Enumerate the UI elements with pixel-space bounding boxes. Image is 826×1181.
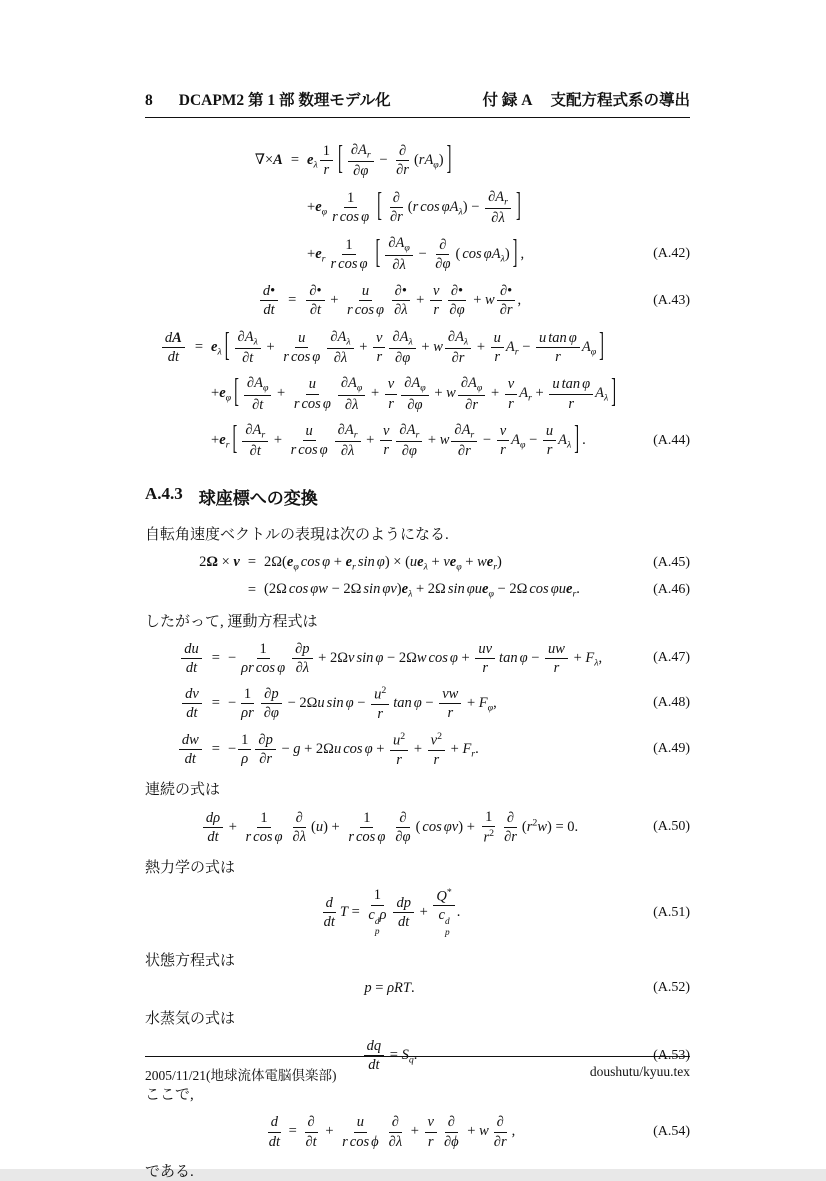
appendix-label: 付 録 A xyxy=(482,92,533,109)
equation-A42 xyxy=(145,142,690,273)
paragraph-intro-rotation: 自転角速度ベクトルの表現は次のようになる. xyxy=(145,526,449,543)
paragraph-state-equation: 状態方程式は xyxy=(145,952,236,969)
equation-rhs xyxy=(228,641,602,676)
math-expression: $\frac{dw}{dt}$ xyxy=(177,741,204,757)
equation-rhs xyxy=(211,329,607,367)
equation-rhs xyxy=(228,685,497,722)
equation-number: (A.50) xyxy=(653,819,690,835)
equation-rhs xyxy=(211,375,619,413)
math-expression: − $\frac{1}{\rho}$ $\frac{\partial p}{\partial r}$ − g + 2Ωu cos φ + $\frac{u^2}{r}$ + $\frac{v^2}{r}$ + $F_r$. xyxy=(227,730,479,768)
page-footer xyxy=(145,1056,690,1084)
math-expression: $\frac{d}{dt}$ T = 1 c d p ρ $\frac{dp}{dt}$ + Q* c d p . xyxy=(323,886,461,939)
math-expression: p = ρRT. xyxy=(364,979,415,996)
page-header xyxy=(145,88,690,118)
equation-rhs xyxy=(201,809,578,846)
equation-number: (A.43) xyxy=(653,292,690,308)
math-expression: $2\Omega(e_\varphi$ $\cos \varphi + e_r$ $\sin \varphi) \times (ue_\lambda + ve_\varphi + we_r)$ xyxy=(264,553,502,573)
equation-grid xyxy=(145,809,690,846)
equation-rhs xyxy=(211,422,586,460)
equation-lhs xyxy=(255,152,283,169)
equation-number: (A.51) xyxy=(653,904,690,920)
page-number: 8 xyxy=(145,92,153,109)
relation-symbol: = xyxy=(288,292,297,309)
relation-symbol: = xyxy=(211,649,220,666)
equation-A54 xyxy=(145,1114,690,1149)
equation-lhs xyxy=(180,686,204,721)
paragraph-continuity: 連続の式は xyxy=(145,781,221,798)
math-expression: 2Ω × v xyxy=(199,554,240,571)
equation-rhs xyxy=(319,887,461,939)
equation-grid xyxy=(145,980,690,997)
equation-rhs xyxy=(307,189,524,227)
running-title-left: DCAPM2 第 1 部 数理モデル化 xyxy=(178,92,391,109)
equation-A44 xyxy=(145,329,690,460)
math-expression: $\frac{dq}{dt}$ = $S_q$. xyxy=(362,1047,418,1063)
paragraph-thermodynamics: 熱力学の式は xyxy=(145,859,236,876)
math-expression: $\frac{du}{dt}$ xyxy=(179,650,204,666)
equation-number: (A.42) xyxy=(653,246,690,262)
equation-number: (A.49) xyxy=(653,741,690,757)
footer-date: 2005/11/21(地球流体電脳倶楽部) xyxy=(145,1068,337,1083)
section-number: A.4.3 xyxy=(145,483,183,503)
section-title: 球座標への変換 xyxy=(198,488,318,508)
equation-rhs xyxy=(304,283,521,318)
math-expression: $+e_r$ $\frac{1}{\text{r cos φ}}$ [ $\frac{\partial A_\varphi}{\partial\lambda}$ − $\frac{\partial}{\partial\varphi}$ ( $\cos \varphi A_\lambda$) ] , xyxy=(307,234,525,273)
relation-symbol: = xyxy=(290,152,300,169)
equation-grid xyxy=(145,1114,690,1149)
equation-grid xyxy=(145,283,690,318)
equation-rhs xyxy=(364,980,414,997)
equation-A45-A46 xyxy=(145,554,690,600)
math-expression: ∇×A xyxy=(254,152,283,169)
equation-number: (A.54) xyxy=(653,1124,690,1139)
equation-rhs xyxy=(307,235,524,273)
equation-lhs xyxy=(179,641,204,676)
math-expression: $\frac{dv}{dt}$ xyxy=(180,695,204,711)
equation-number: (A.48) xyxy=(653,695,690,711)
footer-filename: doushutu/kyuu.tex xyxy=(589,1064,690,1079)
equation-rhs xyxy=(228,731,479,768)
math-expression: $e_\lambda$ $\frac{1}{r}$ [ $\frac{\partial A_r}{\partial\varphi}$ − $\frac{\partial}{\partial r}$ $(rA_\varphi)$ ] xyxy=(307,141,452,180)
relation-symbol: = xyxy=(247,581,257,598)
math-expression: $+e_r$ [ $\frac{\partial A_r}{\partial t}$ + $\frac{u}{\text{r cos φ}}$ $\frac{\partial A_r}{\partial\lambda}$ + $\frac{v}{r}$ $\frac{\partial A_r}{\partial\varphi}$ + w $\frac{\partial A_r}{\partial r}$ − $\frac{v}{r}$ $A_\varphi$ − $\frac{u}{r}$ $A_\lambda$ ] . xyxy=(211,421,586,460)
equation-A43 xyxy=(145,283,690,318)
equation-number: (A.45) xyxy=(653,554,690,570)
equation-A52 xyxy=(145,980,690,997)
equation-number: (A.46) xyxy=(653,582,690,598)
equation-rhs xyxy=(264,1114,515,1149)
equation-number: (A.52) xyxy=(653,980,690,996)
paragraph-here: ここで, xyxy=(145,1087,194,1104)
equation-grid xyxy=(145,887,690,939)
equation-grid xyxy=(145,329,690,460)
math-expression: $\frac{dA}{dt}$ xyxy=(160,339,187,355)
equation-rhs xyxy=(307,142,454,180)
math-expression: − $\frac{1}{\rho r}$ $\frac{\partial p}{\partial\varphi}$ − 2Ωu sin φ − $\frac{u^2}{r}$ tan φ − $\frac{vw}{r}$ + $F_\varphi$, xyxy=(227,685,497,722)
math-expression: $+e_\varphi$ $\frac{1}{\text{r cos φ}}$ [ $\frac{\partial}{\partial r}$ (r $\cos \varphi A_\lambda$) − $\frac{\partial A_r}{\partial\lambda}$ ] xyxy=(307,187,521,227)
equation-lhs xyxy=(177,732,204,767)
section-heading xyxy=(145,484,690,509)
equation-number: (A.47) xyxy=(653,650,690,666)
running-title-right: 支配方程式系の導出 xyxy=(550,92,690,109)
equation-grid xyxy=(145,641,690,768)
paragraph-therefore-motion: したがって, 運動方程式は xyxy=(145,613,318,630)
equation-A51 xyxy=(145,887,690,939)
relation-symbol: = xyxy=(247,554,257,571)
equation-grid xyxy=(145,142,690,273)
relation-symbol: = xyxy=(194,338,203,355)
math-expression: $\frac{\partial•}{\partial t}$ + $\frac{u}{\text{r cos φ}}$ $\frac{\partial•}{\partial\lambda}$ + $\frac{v}{r}$ $\frac{\partial•}{\partial\varphi}$ + w $\frac{\partial•}{\partial r}$ , xyxy=(304,292,521,308)
paragraph-water-vapor: 水蒸気の式は xyxy=(145,1010,236,1027)
equation-grid xyxy=(145,554,690,600)
math-expression: − $\frac{1}{\text{ρr cos φ}}$ $\frac{\partial p}{\partial\lambda}$ + 2Ωv sin φ − 2Ωw cos φ + $\frac{uv}{r}$ tan φ − $\frac{uw}{r}$ + $F_\lambda$, xyxy=(227,640,603,676)
equation-rhs xyxy=(264,581,580,599)
equation-A47-A49 xyxy=(145,641,690,768)
math-expression: (2Ω cos φw − 2Ω $\sin \varphi v)e_\lambda + 2\Omega$ sin φue$_\varphi$ − 2Ω cos φue$_r$. xyxy=(264,581,580,600)
math-expression: $\frac{d\rho}{dt}$ + $\frac{1}{\text{r cos φ}}$ $\frac{\partial}{\partial\lambda}$ (u) + $\frac{1}{\text{r cos φ}}$ $\frac{\partial}{\partial\varphi}$ ( cos φv) + $\frac{1}{r^2}$ $\frac{\partial}{\partial r}$ $(r^2w) = 0$. xyxy=(201,819,578,835)
math-expression: $+e_\varphi$ [ $\frac{\partial A_\varphi}{\partial t}$ + $\frac{u}{\text{r cos φ}}$ $\frac{\partial A_\varphi}{\partial\lambda}$ + $\frac{v}{r}$ $\frac{\partial A_\varphi}{\partial\varphi}$ + w $\frac{\partial A_\varphi}{\partial r}$ + $\frac{v}{r}$ $A_r$ + $\frac{\text{u tan φ}}{r}$ $A_\lambda$ ] xyxy=(211,374,617,413)
equation-lhs xyxy=(160,330,187,365)
equation-number: (A.53) xyxy=(653,1047,690,1063)
equation-lhs xyxy=(258,283,280,318)
relation-symbol: = xyxy=(211,740,220,757)
equation-A50 xyxy=(145,809,690,846)
math-expression: $\frac{d•}{dt}$ xyxy=(258,292,280,308)
relation-symbol: = xyxy=(211,694,220,711)
math-expression: $e_\lambda$ [ $\frac{\partial A_\lambda}{\partial t}$ + $\frac{u}{\text{r cos φ}}$ $\frac{\partial A_\lambda}{\partial\lambda}$ + $\frac{v}{r}$ $\frac{\partial A_\lambda}{\partial\varphi}$ + w $\frac{\partial A_\lambda}{\partial r}$ + $\frac{u}{r}$ $A_r$ − $\frac{\text{u tan φ}}{r}$ $A_\varphi$ ] xyxy=(211,327,604,367)
math-expression: $\frac{d}{dt}$ = $\frac{\partial}{\partial t}$ + $\frac{u}{\text{r cos ϕ}}$ $\frac{\partial}{\partial\lambda}$ + $\frac{v}{r}$ $\frac{\partial}{\partial\phi}$ + w $\frac{\partial}{\partial r}$ , xyxy=(268,1114,516,1150)
equation-rhs xyxy=(264,554,502,572)
equation-lhs xyxy=(199,554,240,571)
paragraph-dearu: である. xyxy=(145,1163,194,1180)
equation-number: (A.44) xyxy=(653,432,690,448)
